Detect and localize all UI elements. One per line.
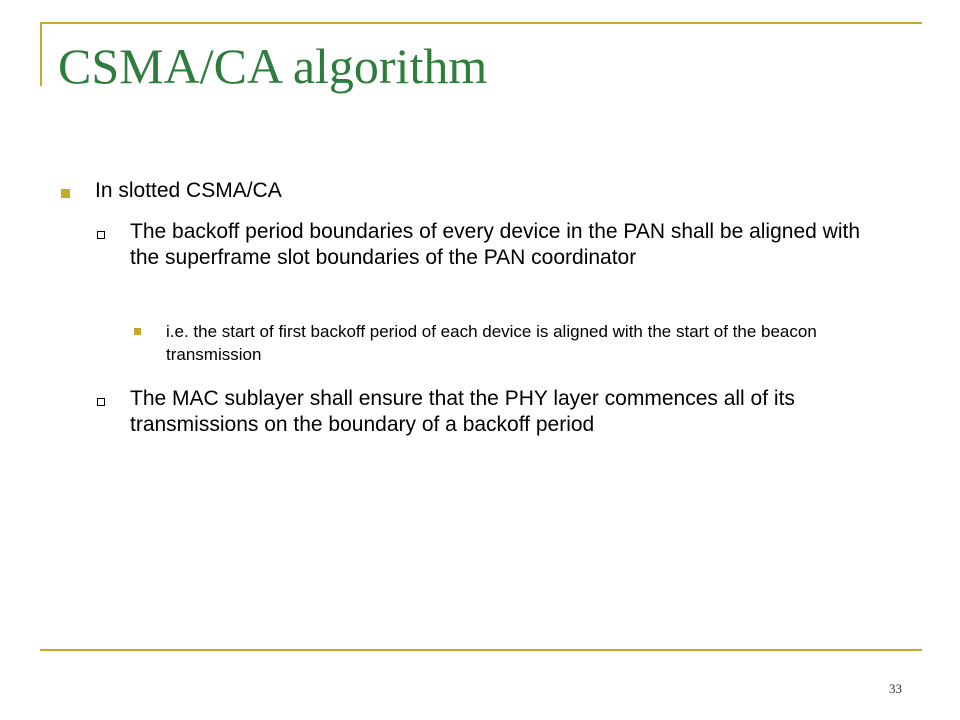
hollow-square-bullet-icon [97,398,105,406]
sub-sub-bullet-1: i.e. the start of first backoff period of each device is aligned with the start of the beacon transmission [166,322,817,364]
bullet-square-small-icon [134,328,141,335]
left-border-line [40,22,42,86]
hollow-square-bullet-icon [97,231,105,239]
top-border-line [40,22,922,24]
bullet-level1: In slotted CSMA/CA [95,179,282,202]
page-number: 33 [889,681,902,696]
bottom-border-line [40,649,922,651]
sub-bullet-2: The MAC sublayer shall ensure that the PHY layer commences all of its transmissions on the boundary of a backoff period [130,387,795,436]
sub-bullet-1: The backoff period boundaries of every device in the PAN shall be aligned with the superframe slot boundaries of the PAN coordinator [130,220,860,269]
slide-title: CSMA/CA algorithm [58,38,488,94]
bullet-square-icon [61,189,70,198]
